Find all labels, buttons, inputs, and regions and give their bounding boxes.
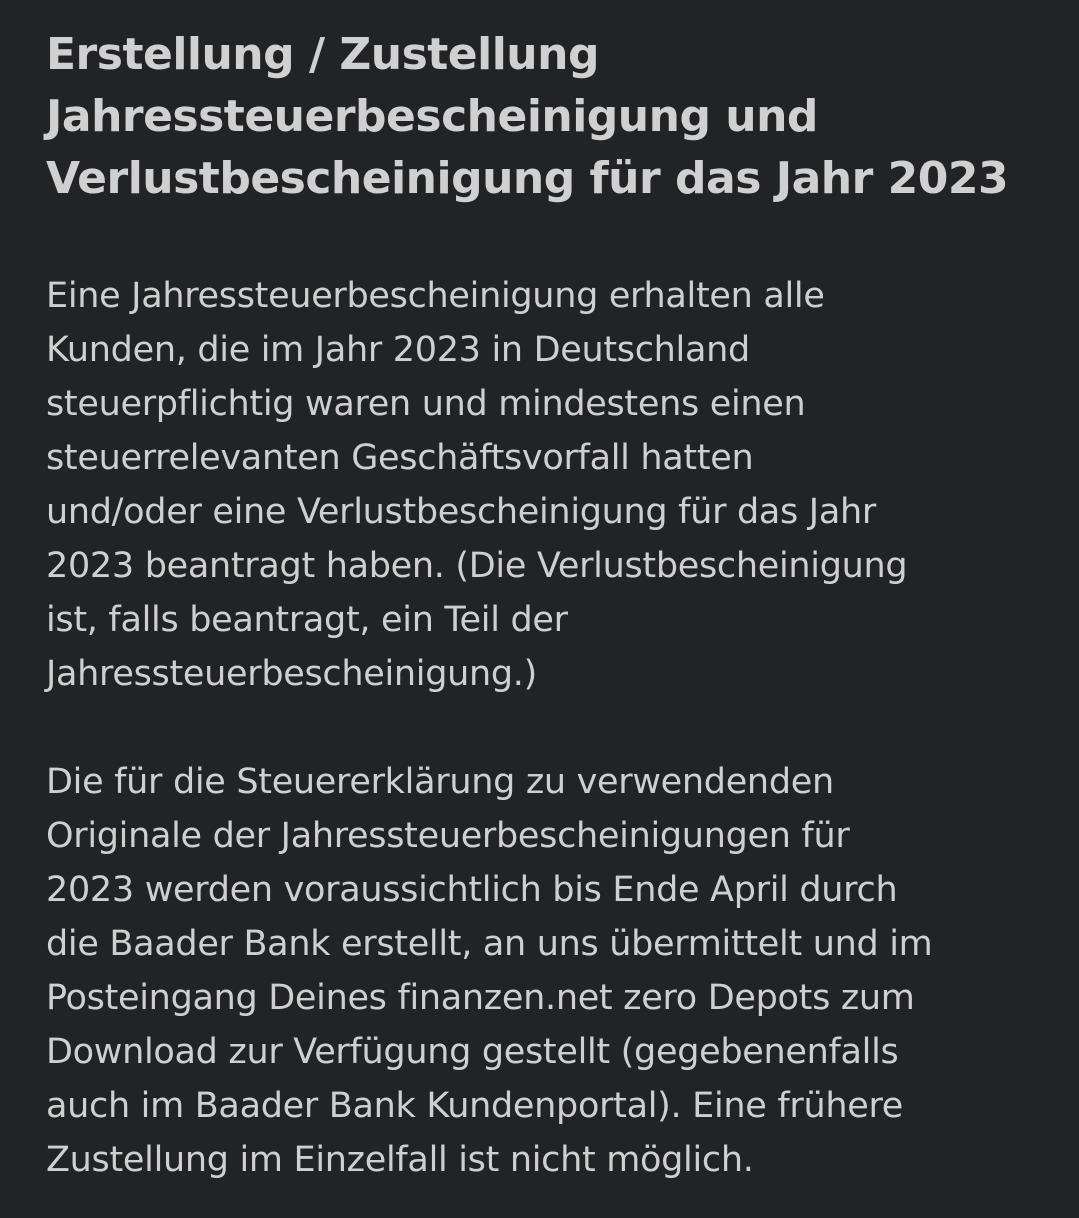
- title-line: Jahressteuerbescheinigung und: [46, 91, 818, 142]
- paragraph-line: Originale der Jahressteuerbescheinigungen für: [46, 816, 850, 856]
- paragraph-line: die Baader Bank erstellt, an uns übermittelt und im: [46, 924, 933, 964]
- paragraph-line: Posteingang Deines finanzen.net zero Depots zum: [46, 978, 915, 1018]
- paragraph-line: Zustellung im Einzelfall ist nicht möglich.: [46, 1140, 754, 1180]
- paragraph-line: Kunden, die im Jahr 2023 in Deutschland: [46, 330, 750, 370]
- article-title: [46, 24, 1033, 210]
- paragraph-line: Eine Jahressteuerbescheinigung erhalten alle: [46, 276, 825, 316]
- paragraph-line: 2023 werden voraussichtlich bis Ende April durch: [46, 870, 898, 910]
- paragraph-line: und/oder eine Verlustbescheinigung für das Jahr: [46, 492, 876, 532]
- paragraph-line: ist, falls beantragt, ein Teil der: [46, 600, 568, 640]
- paragraph-line: Die für die Steuererklärung zu verwendenden: [46, 762, 834, 802]
- paragraph-delivery-info: [46, 755, 1033, 1187]
- paragraph-line: Download zur Verfügung gestellt (gegebenenfalls: [46, 1032, 899, 1072]
- paragraph-annual-tax-certificate: [46, 269, 1033, 701]
- title-line: Verlustbescheinigung für das Jahr 2023: [46, 153, 1009, 204]
- title-line: Erstellung / Zustellung: [46, 29, 599, 80]
- paragraph-line: Jahressteuerbescheinigung.): [46, 654, 537, 694]
- paragraph-line: auch im Baader Bank Kundenportal). Eine frühere: [46, 1086, 904, 1126]
- paragraph-line: steuerpflichtig waren und mindestens einen: [46, 384, 806, 424]
- paragraph-line: steuerrelevanten Geschäftsvorfall hatten: [46, 438, 754, 478]
- paragraph-line: 2023 beantragt haben. (Die Verlustbescheinigung: [46, 546, 908, 586]
